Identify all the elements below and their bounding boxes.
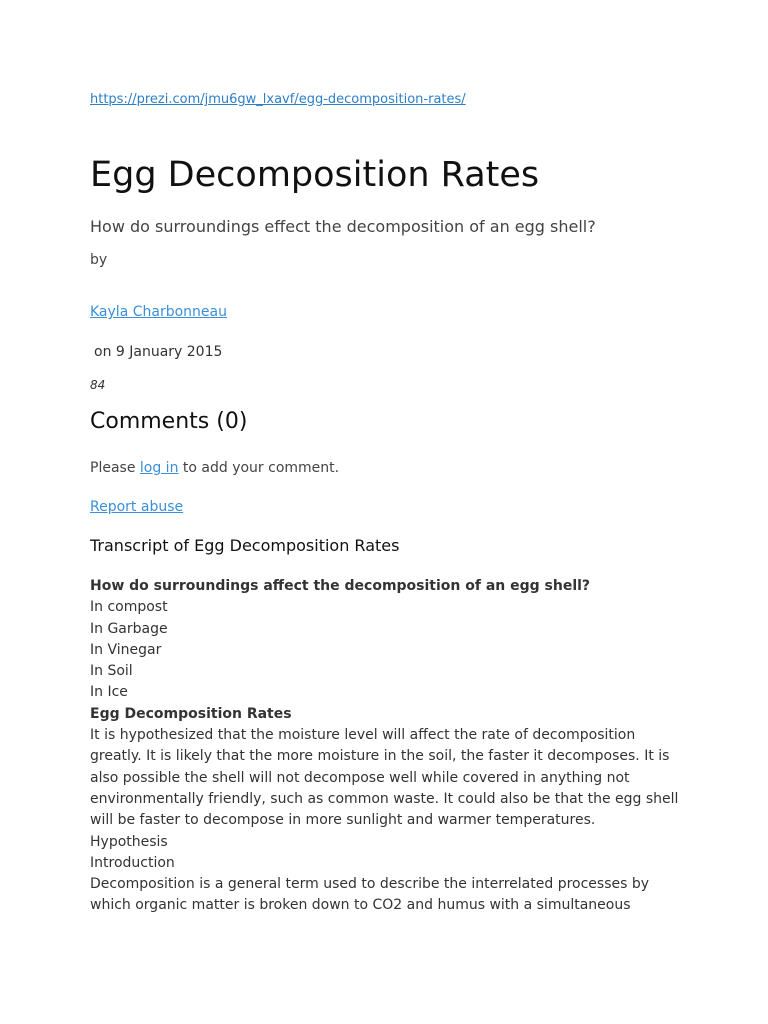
source-url-link[interactable]: https://prezi.com/jmu6gw_lxavf/egg-decomposition-rates/ bbox=[90, 92, 466, 107]
transcript-line: It is hypothesized that the moisture level will affect the rate of decomposition bbox=[90, 727, 636, 744]
transcript-line: Introduction bbox=[90, 854, 175, 871]
transcript-line: will be faster to decompose in more sunlight and warmer temperatures. bbox=[90, 812, 596, 829]
publish-date: on 9 January 2015 bbox=[94, 344, 223, 360]
view-count: 84 bbox=[90, 378, 106, 392]
transcript-line: In Garbage bbox=[90, 620, 168, 637]
login-link[interactable]: log in bbox=[139, 460, 179, 476]
by-label: by bbox=[90, 252, 108, 268]
transcript-line: Hypothesis bbox=[90, 833, 168, 850]
transcript-line: In Ice bbox=[90, 684, 128, 701]
transcript-line: In Vinegar bbox=[90, 641, 162, 658]
transcript-line: greatly. It is likely that the more moisture in the soil, the faster it decomposes. It is bbox=[90, 748, 670, 765]
transcript-line: In compost bbox=[90, 599, 168, 616]
page-subtitle: How do surroundings effect the decomposition of an egg shell? bbox=[90, 217, 596, 236]
transcript-line: In Soil bbox=[90, 663, 133, 680]
transcript-heading-line: Egg Decomposition Rates bbox=[90, 705, 292, 722]
transcript-body bbox=[90, 576, 690, 917]
transcript-heading: Transcript of Egg Decomposition Rates bbox=[90, 536, 400, 555]
comments-heading: Comments (0) bbox=[90, 409, 248, 434]
transcript-line: environmentally friendly, such as common waste. It could also be that the egg shell bbox=[90, 790, 679, 807]
page-title: Egg Decomposition Rates bbox=[90, 155, 540, 195]
login-prompt bbox=[90, 460, 339, 476]
transcript-heading-line: How do surroundings affect the decomposition of an egg shell? bbox=[90, 578, 591, 594]
login-prompt-before: Please bbox=[90, 460, 140, 476]
transcript-line: also possible the shell will not decompose well while covered in anything not bbox=[90, 769, 630, 786]
report-abuse-link[interactable]: Report abuse bbox=[90, 499, 184, 515]
transcript-line: Decomposition is a general term used to describe the interrelated processes by bbox=[90, 876, 650, 893]
login-prompt-after: to add your comment. bbox=[178, 460, 340, 476]
author-link[interactable]: Kayla Charbonneau bbox=[90, 304, 227, 320]
transcript-line: which organic matter is broken down to CO2 and humus with a simultaneous bbox=[90, 897, 631, 914]
